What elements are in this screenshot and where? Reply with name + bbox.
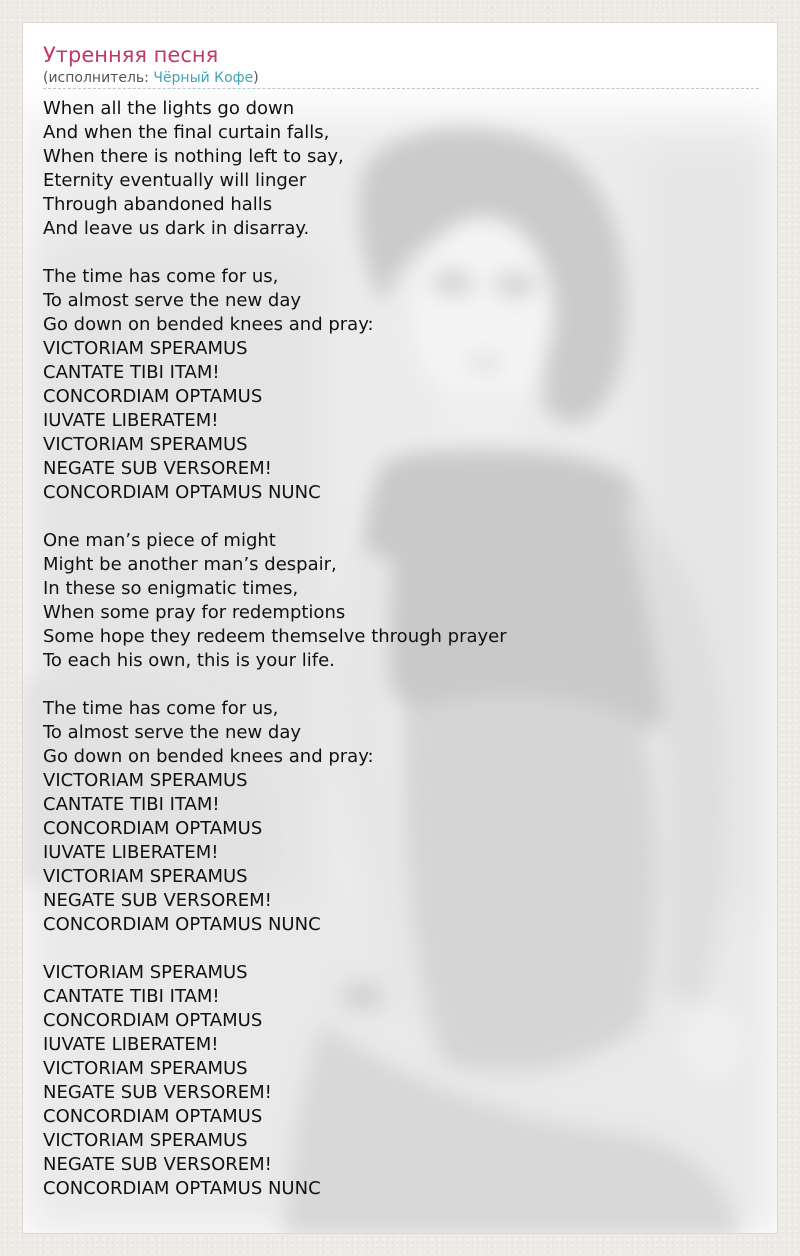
lyric-line: CONCORDIAM OPTAMUS bbox=[43, 1106, 263, 1127]
lyrics-stanza bbox=[43, 265, 759, 505]
lyric-line: CONCORDIAM OPTAMUS NUNC bbox=[43, 914, 321, 935]
lyric-line: CANTATE TIBI ITAM! bbox=[43, 362, 220, 383]
lyrics-card bbox=[22, 22, 778, 1234]
lyric-line: To almost serve the new day bbox=[43, 290, 302, 311]
lyric-line: The time has come for us, bbox=[43, 698, 279, 719]
lyric-line: VICTORIAM SPERAMUS bbox=[43, 962, 248, 983]
lyric-line: IUVATE LIBERATEM! bbox=[43, 410, 219, 431]
lyrics-body bbox=[43, 97, 759, 1201]
lyric-line: NEGATE SUB VERSOREM! bbox=[43, 890, 272, 911]
lyric-line: Go down on bended knees and pray: bbox=[43, 746, 374, 767]
lyric-line: CANTATE TIBI ITAM! bbox=[43, 986, 220, 1007]
lyric-line: When all the lights go down bbox=[43, 98, 295, 119]
lyric-line: Some hope they redeem themselve through prayer bbox=[43, 626, 507, 647]
lyric-line: Might be another man’s despair, bbox=[43, 554, 337, 575]
lyrics-stanza bbox=[43, 697, 759, 937]
lyric-line: VICTORIAM SPERAMUS bbox=[43, 1130, 248, 1151]
lyric-line: Through abandoned halls bbox=[43, 194, 273, 215]
lyric-line: And leave us dark in disarray. bbox=[43, 218, 310, 239]
lyric-line: NEGATE SUB VERSOREM! bbox=[43, 458, 272, 479]
lyric-line: NEGATE SUB VERSOREM! bbox=[43, 1154, 272, 1175]
lyric-line: Go down on bended knees and pray: bbox=[43, 314, 374, 335]
artist-prefix: (исполнитель: bbox=[43, 70, 154, 86]
artist-line bbox=[43, 69, 759, 87]
lyric-line: VICTORIAM SPERAMUS bbox=[43, 770, 248, 791]
lyric-line: CONCORDIAM OPTAMUS bbox=[43, 818, 263, 839]
lyrics-stanza bbox=[43, 529, 759, 673]
lyric-line: To almost serve the new day bbox=[43, 722, 302, 743]
lyric-line: VICTORIAM SPERAMUS bbox=[43, 866, 248, 887]
lyrics-stanza bbox=[43, 97, 759, 241]
artist-link[interactable]: Чёрный Кофе bbox=[153, 70, 254, 86]
lyric-line: Eternity eventually will linger bbox=[43, 170, 307, 191]
artist-suffix: ) bbox=[253, 70, 259, 86]
lyric-line: To each his own, this is your life. bbox=[43, 650, 335, 671]
lyric-line: One man’s piece of might bbox=[43, 530, 276, 551]
lyric-line: When there is nothing left to say, bbox=[43, 146, 344, 167]
lyric-line: IUVATE LIBERATEM! bbox=[43, 1034, 219, 1055]
lyric-line: In these so enigmatic times, bbox=[43, 578, 299, 599]
lyric-line: CONCORDIAM OPTAMUS bbox=[43, 1010, 263, 1031]
song-content bbox=[43, 41, 759, 1225]
lyric-line: CONCORDIAM OPTAMUS bbox=[43, 386, 263, 407]
lyric-line: And when the final curtain falls, bbox=[43, 122, 330, 143]
lyrics-stanza bbox=[43, 961, 759, 1201]
title-divider bbox=[43, 88, 759, 89]
lyric-line: NEGATE SUB VERSOREM! bbox=[43, 1082, 272, 1103]
lyric-line: When some pray for redemptions bbox=[43, 602, 346, 623]
lyric-line: CANTATE TIBI ITAM! bbox=[43, 794, 220, 815]
lyric-line: CONCORDIAM OPTAMUS NUNC bbox=[43, 1178, 321, 1199]
lyric-line: The time has come for us, bbox=[43, 266, 279, 287]
song-title: Утренняя песня bbox=[43, 43, 219, 67]
lyric-line: IUVATE LIBERATEM! bbox=[43, 842, 219, 863]
lyric-line: VICTORIAM SPERAMUS bbox=[43, 1058, 248, 1079]
lyric-line: VICTORIAM SPERAMUS bbox=[43, 434, 248, 455]
lyric-line: VICTORIAM SPERAMUS bbox=[43, 338, 248, 359]
lyric-line: CONCORDIAM OPTAMUS NUNC bbox=[43, 482, 321, 503]
